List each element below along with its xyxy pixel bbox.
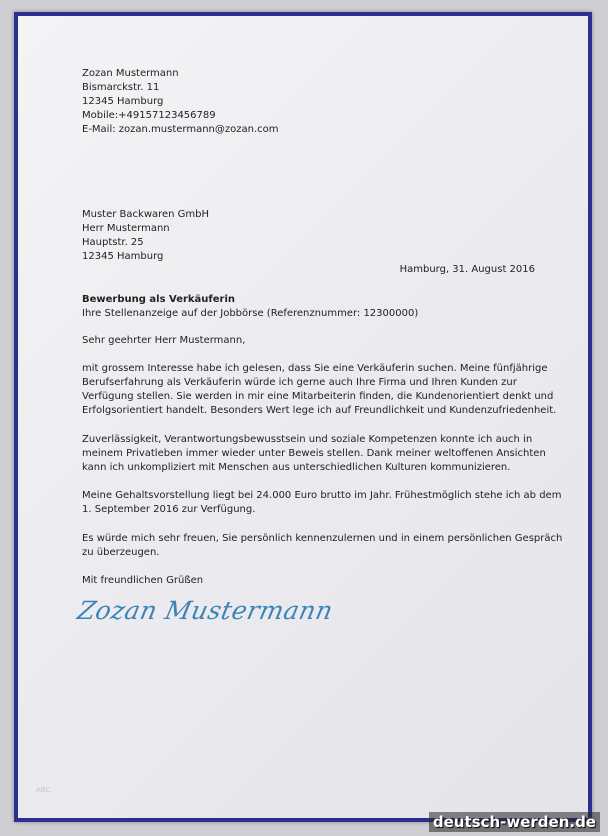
handwritten-signature: Zozan Mustermann — [74, 596, 336, 625]
paragraph-line: Berufserfahrung als Verkäuferin würde ich gerne auch Ihre Firma und Ihren Kunden zur — [82, 377, 517, 388]
recipient-street: Hauptstr. 25 — [82, 237, 144, 248]
sender-name: Zozan Mustermann — [82, 68, 179, 79]
paragraph-line: 1. September 2016 zur Verfügung. — [82, 504, 256, 515]
sender-address — [82, 67, 279, 137]
sender-email: E-Mail: zozan.mustermann@zozan.com — [82, 124, 279, 135]
closing-greeting: Mit freundlichen Grüßen — [82, 575, 204, 586]
paragraph-line: meinem Privatleben immer wieder unter Beweis stellen. Dank meiner weltoffenen Ansichten — [82, 448, 546, 459]
recipient-company: Muster Backwaren GmbH — [82, 209, 210, 220]
subject-title: Bewerbung als Verkäuferin — [82, 294, 236, 305]
site-watermark: deutsch-werden.de — [429, 812, 600, 832]
paragraph-line: Erfolgsorientiert handelt. Besonders Wert lege ich auf Freundlichkeit und Kundenzufriedenheit. — [82, 405, 557, 416]
sender-street: Bismarckstr. 11 — [82, 82, 160, 93]
paragraph-line: Verfügung stellen. Sie werden in mir eine Mitarbeiterin finden, die Kundenorientiert denkt und — [82, 391, 554, 402]
paragraph-line: mit grossem Interesse habe ich gelesen, dass Sie eine Verkäuferin suchen. Meine fünfjährige — [82, 363, 548, 374]
paragraph-line: Zuverlässigkeit, Verantwortungsbewusstsein und soziale Kompetenzen konnte ich auch in — [82, 434, 533, 445]
paragraph-line: kann ich unkompliziert mit Menschen aus unterschiedlichen Kulturen kommunizieren. — [82, 462, 511, 473]
sender-mobile: Mobile:+49157123456789 — [82, 110, 216, 121]
corner-mark: ABC — [36, 786, 51, 794]
paragraph-line: Meine Gehaltsvorstellung liegt bei 24.000 Euro brutto im Jahr. Frühestmöglich stehe ich ab dem — [82, 490, 562, 501]
paragraph-2 — [82, 433, 546, 475]
sender-city: 12345 Hamburg — [82, 96, 164, 107]
subject-block — [82, 293, 418, 321]
paragraph-4 — [82, 532, 563, 560]
paragraph-3 — [82, 489, 562, 517]
recipient-address — [82, 208, 209, 264]
paragraph-line: Es würde mich sehr freuen, Sie persönlich kennenzulernen und in einem persönlichen Gespräch — [82, 533, 563, 544]
recipient-person: Herr Mustermann — [82, 223, 170, 234]
salutation: Sehr geehrter Herr Mustermann, — [82, 335, 246, 346]
recipient-city: 12345 Hamburg — [82, 251, 164, 262]
paragraph-line: zu überzeugen. — [82, 547, 160, 558]
subject-reference: Ihre Stellenanzeige auf der Jobbörse (Referenznummer: 12300000) — [82, 308, 419, 319]
letter-date: Hamburg, 31. August 2016 — [399, 264, 535, 275]
paragraph-1 — [82, 362, 557, 418]
